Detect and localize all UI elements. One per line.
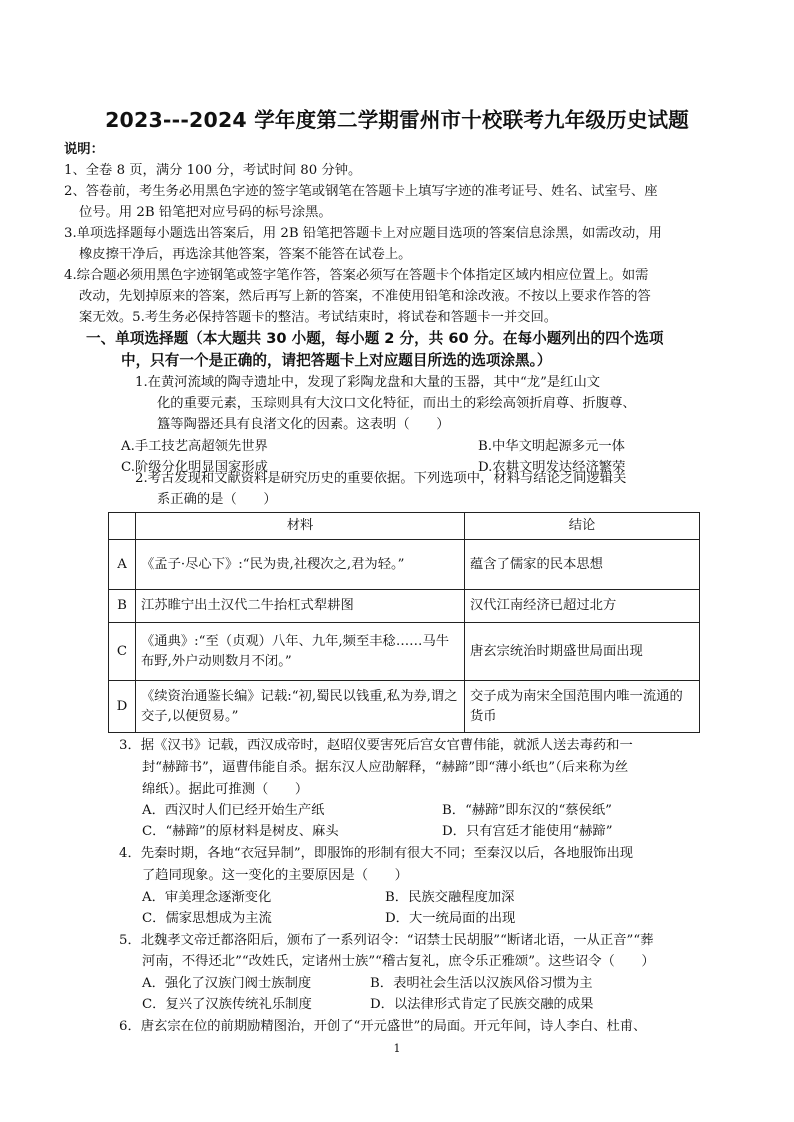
table-cell-key: A xyxy=(109,540,136,590)
question-5-stem: 5．北魏孝文帝迁都洛阳后，颁布了一系列诏令：“诏禁士民胡服”“断诸北语，一从正音”“葬 xyxy=(119,933,654,948)
table-cell-material: 《续资治通鉴长编》记载:“初,蜀民以钱重,私为券,谓之交子,以便贸易。” xyxy=(136,681,465,733)
table-cell-conclusion: 汉代江南经济已超过北方 xyxy=(465,590,700,623)
section-heading-cont: 中，只有一个是正确的，请把答题卡上对应题目所选的选项涂黑。） xyxy=(121,352,552,369)
note-line: 3.单项选择题每小题选出答案后，用 2B 铅笔把答题卡上对应题目选项的答案信息涂黑，如需改动，用 xyxy=(64,226,662,241)
question-4-option-a: A．审美理念逐渐变化 xyxy=(142,890,272,905)
question-4-stem: 了趋同现象。这一变化的主要原因是（ ） xyxy=(142,868,408,883)
question-5-option-a: A．强化了汉族门阀士族制度 xyxy=(142,976,312,991)
question-3-stem: 绵纸）。据此可推测（ ） xyxy=(142,782,309,797)
question-3-stem: 3．据《汉书》记载，西汉成帝时，赵昭仪要害死后宫女官曹伟能，就派人送去毒药和一 xyxy=(119,738,633,753)
question-5-option-d: D．以法律形式肯定了民族交融的成果 xyxy=(370,997,594,1012)
section-heading: 一、单项选择题（本大题共 30 小题，每小题 2 分，共 60 分。在每小题列出的四个选项 xyxy=(86,330,664,347)
question-1-stem: 簋等陶器还具有良渚文化的因素。这表明（ ） xyxy=(157,417,450,432)
table-cell-conclusion: 蕴含了儒家的民本思想 xyxy=(465,540,700,590)
table-cell-key: D xyxy=(109,681,136,733)
question-1-option-c: C.阶级分化明显国家形成 xyxy=(121,460,268,475)
page-number: 1 xyxy=(393,1042,401,1055)
note-line: 1、全卷 8 页，满分 100 分，考试时间 80 分钟。 xyxy=(64,163,362,178)
question-1-stem: 化的重要元素，玉琮则具有大汶口文化特征，而出土的彩绘高领折肩尊、折腹尊、 xyxy=(157,396,636,411)
question-2-table xyxy=(108,512,700,733)
note-line: 案无效。5.考生务必保持答题卡的整洁。考试结束时，将试卷和答题卡一并交回。 xyxy=(79,310,558,325)
question-6-stem: 6．唐玄宗在位的前期励精图治，开创了“开元盛世”的局面。开元年间，诗人李白、杜甫、 xyxy=(119,1019,647,1034)
question-4-option-d: D．大一统局面的出现 xyxy=(385,911,516,926)
table-cell-conclusion: 唐玄宗统治时期盛世局面出现 xyxy=(465,623,700,681)
question-2-stem: 2.考古发现和文献资料是研究历史的重要依据。下列选项中，材料与结论之间逻辑关 xyxy=(135,471,627,486)
table-cell-key: B xyxy=(109,590,136,623)
question-4-option-c: C．儒家思想成为主流 xyxy=(142,911,272,926)
question-1-option-b: B.中华文明起源多元一体 xyxy=(478,439,625,454)
table-header-cell: 材料 xyxy=(136,513,465,540)
table-cell-conclusion: 交子成为南宋全国范围内唯一流通的货币 xyxy=(465,681,700,733)
table-header-cell xyxy=(109,513,136,540)
question-1-option-d: D.农耕文明发达经济繁荣 xyxy=(478,460,626,475)
note-line: 2、答卷前，考生务必用黑色字迹的签字笔或钢笔在答题卡上填写字迹的准考证号、姓名、试室号、座 xyxy=(64,184,658,199)
table-row xyxy=(109,623,700,681)
question-3-option-a: A．西汉时人们已经开始生产纸 xyxy=(142,803,325,818)
exam-title: 2023---2024 学年度第二学期雷州市十校联考九年级历史试题 xyxy=(105,108,689,132)
table-row xyxy=(109,540,700,590)
table-cell-material: 江苏睢宁出土汉代二牛抬杠式犁耕图 xyxy=(136,590,465,623)
question-4-option-b: B．民族交融程度加深 xyxy=(385,890,515,905)
note-line: 4.综合题必须用黑色字迹钢笔或签字笔作答，答案必须写在答题卡个体指定区域内相应位置上。如需 xyxy=(64,268,649,283)
question-1-stem: 1.在黄河流域的陶寺遗址中，发现了彩陶龙盘和大量的玉器，其中“龙”是红山文 xyxy=(135,375,601,390)
question-3-option-d: D．只有宫廷才能使用“赫蹄” xyxy=(442,824,613,839)
table-cell-material: 《通典》:“至（贞观）八年、九年,频至丰稔……马牛布野,外户动则数月不闭。” xyxy=(136,623,465,681)
notes-heading: 说明： xyxy=(64,142,104,157)
table-row xyxy=(109,590,700,623)
note-line: 橡皮擦干净后，再选涂其他答案，答案不能答在试卷上。 xyxy=(79,247,412,262)
question-3-option-b: B．“赫蹄”即东汉的“蔡侯纸” xyxy=(442,803,612,818)
question-5-stem: 河南，不得还北”“改姓氏，定诸州士族”“稽古复礼，庶令乐正雅颂”。这些诏令（ ） xyxy=(142,954,655,969)
question-1-option-a: A.手工技艺高超领先世界 xyxy=(121,439,268,454)
note-line: 位号。用 2B 铅笔把对应号码的标号涂黑。 xyxy=(79,205,332,220)
question-3-option-c: C．“赫蹄”的原材料是树皮、麻头 xyxy=(142,824,339,839)
question-3-stem: 封“赫蹄书”，逼曹伟能自杀。据东汉人应劭解释，“赫蹄”即“薄小纸也”（后来称为丝 xyxy=(142,760,629,775)
question-5-option-b: B．表明社会生活以汉族风俗习惯为主 xyxy=(370,976,593,991)
table-header-cell: 结论 xyxy=(465,513,700,540)
note-line: 改动，先划掉原来的答案，然后再写上新的答案，不准使用铅笔和涂改液。不按以上要求作答的答 xyxy=(79,289,651,304)
table-header-row xyxy=(109,513,700,540)
table-cell-material: 《孟子·尽心下》:“民为贵,社稷次之,君为轻。” xyxy=(136,540,465,590)
question-5-option-c: C．复兴了汉族传统礼乐制度 xyxy=(142,997,312,1012)
table-row xyxy=(109,681,700,733)
question-2-stem: 系正确的是（ ） xyxy=(157,492,277,507)
question-4-stem: 4．先秦时期，各地“衣冠异制”，即服饰的形制有很大不同；至秦汉以后，各地服饰出现 xyxy=(119,846,634,861)
table-cell-key: C xyxy=(109,623,136,681)
